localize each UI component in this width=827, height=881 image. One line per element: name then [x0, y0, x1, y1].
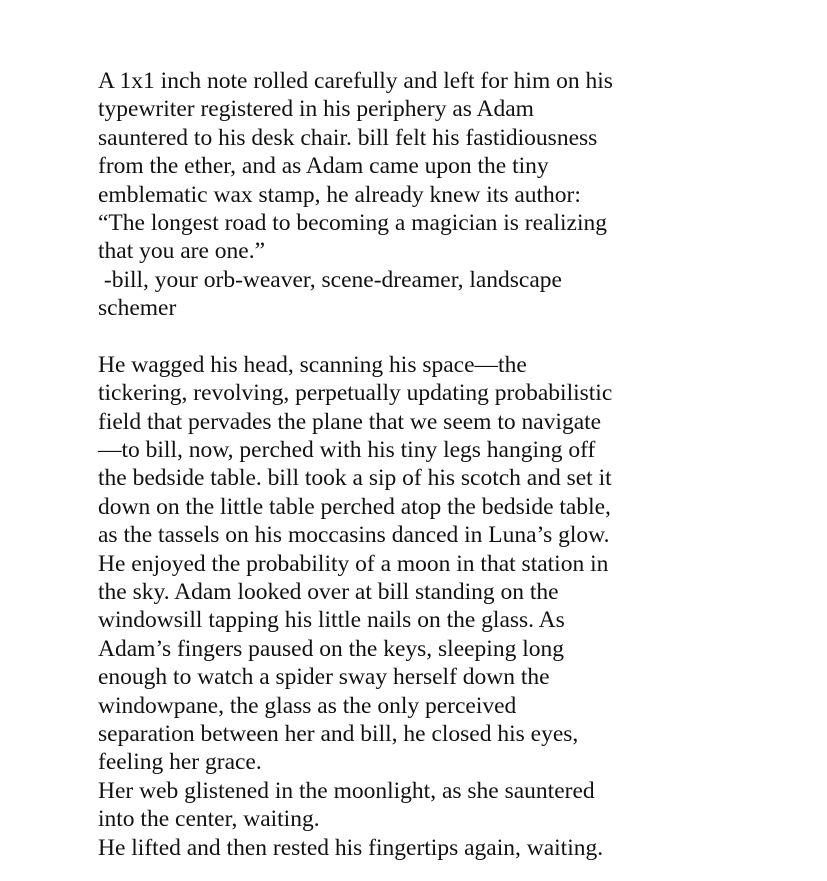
text-line: Adam’s fingers paused on the keys, sleeping long — [98, 635, 564, 662]
text-line: He lifted and then rested his fingertips again, waiting. — [98, 834, 604, 861]
document-page — [98, 67, 658, 862]
text-line: windowpane, the glass as the only perceived — [98, 692, 517, 719]
text-line: the bedside table. bill took a sip of his scotch and set it — [98, 465, 612, 492]
text-line: —to bill, now, perched with his tiny legs hanging off — [98, 437, 596, 464]
text-line: from the ether, and as Adam came upon the tiny — [98, 153, 549, 180]
text-line: A 1x1 inch note rolled carefully and left for him on his — [98, 68, 613, 94]
text-line: emblematic wax stamp, he already knew its author: — [98, 181, 581, 208]
paragraph-spacer — [98, 323, 658, 351]
text-line: He wagged his head, scanning his space—the — [98, 351, 527, 378]
text-line: separation between her and bill, he closed his eyes, — [98, 720, 579, 747]
text-line: windowsill tapping his little nails on the glass. As — [98, 607, 565, 634]
text-line: feeling her grace. — [98, 749, 262, 776]
text-line: as the tassels on his moccasins danced in Luna’s glow. — [98, 522, 610, 549]
signature-line: schemer — [98, 295, 177, 322]
text-line: He enjoyed the probability of a moon in that station in — [98, 550, 609, 577]
text-line: into the center, waiting. — [98, 806, 320, 833]
paragraph-narrative — [98, 351, 658, 862]
text-line: enough to watch a spider sway herself down the — [98, 664, 550, 691]
text-line: Her web glistened in the moonlight, as she sauntered — [98, 777, 595, 804]
text-line: the sky. Adam looked over at bill standing on the — [98, 579, 559, 606]
text-line: sauntered to his desk chair. bill felt his fastidiousness — [98, 124, 598, 151]
text-line: typewriter registered in his periphery as Adam — [98, 96, 534, 123]
text-line: tickering, revolving, perpetually updating probabilistic — [98, 380, 613, 407]
quote-line: that you are one.” — [98, 238, 266, 265]
text-line: down on the little table perched atop the bedside table, — [98, 493, 611, 520]
paragraph-note — [98, 67, 658, 323]
signature-line: -bill, your orb-weaver, scene-dreamer, landscape — [98, 266, 562, 293]
text-line: field that pervades the plane that we seem to navigate — [98, 408, 602, 435]
quote-line: “The longest road to becoming a magician is realizing — [98, 209, 607, 236]
